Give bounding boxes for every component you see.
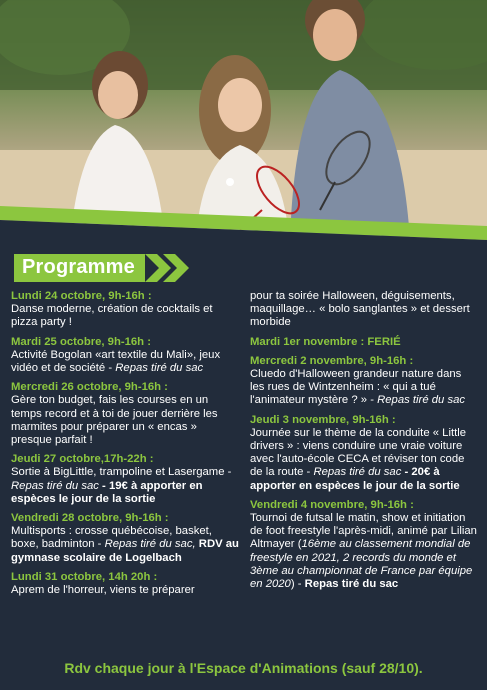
entry-vendredi-28 xyxy=(11,512,239,565)
entry-desc: Sortie à BigLittle, trampoline et Lasergame - Repas tiré du sac - 19€ à apporter en espèces le jour de la sortie xyxy=(11,466,232,505)
entry-desc: Journée sur le thème de la conduite « Little drivers » : viens conduire une vraie voiture avec l'auto-école CECA et réviser ton code de la route - Repas tiré du sac - 20€ à apporter en espèces le jour de la sortie xyxy=(250,426,467,492)
entry-desc: Cluedo d'Halloween grandeur nature dans les rues de Wintzenheim : « qui a tué l'animateur mystère ? » - Repas tiré du sac xyxy=(250,368,466,407)
chevrons-icon xyxy=(145,254,195,282)
entry-vendredi-4 xyxy=(250,499,478,591)
entry-day: Lundi 24 octobre, 9h-16h : xyxy=(11,290,152,302)
entry-mercredi-2 xyxy=(250,355,478,408)
entry-desc: Tournoi de futsal le matin, show et initiation de foot freestyle l'après-midi, animé par Lilian Altmayer (16ème au classement mondial de freestyle en 2021, 2 records du monde et 3ème au championnat de France par équipe en 2020) - Repas tiré du sac xyxy=(250,512,477,591)
entry-desc: Gère ton budget, fais les courses en un temps record et à toi de jouer derrière les marmites pour préparer un « encas » presque parfait ! xyxy=(11,394,218,447)
left-column xyxy=(11,290,239,603)
programme-title xyxy=(14,254,195,282)
programme-heading: Programme xyxy=(14,254,145,282)
entry-day: Vendredi 4 novembre, 9h-16h : xyxy=(250,498,414,511)
entry-mardi-1 xyxy=(250,336,478,349)
entry-day: Mardi 25 octobre, 9h-16h : xyxy=(11,335,151,348)
entry-jeudi-3 xyxy=(250,414,478,493)
entry-day: Mardi 1er novembre : FERIÉ xyxy=(250,335,401,348)
entry-lundi-31-continued xyxy=(250,290,478,330)
entry-lundi-31 xyxy=(11,571,239,597)
entry-day: Lundi 31 octobre, 14h 20h : xyxy=(11,570,158,583)
entry-mercredi-26 xyxy=(11,381,239,447)
right-column xyxy=(250,290,478,597)
entry-day: Jeudi 3 novembre, 9h-16h : xyxy=(250,413,396,426)
entry-lundi-24 xyxy=(11,290,239,330)
entry-jeudi-27 xyxy=(11,453,239,506)
entry-desc: Aprem de l'horreur, viens te préparer xyxy=(11,584,195,597)
entry-mardi-25 xyxy=(11,336,239,376)
rdv-footer: Rdv chaque jour à l'Espace d'Animations (sauf 28/10). xyxy=(64,660,423,676)
entry-desc: Danse moderne, création de cocktails et pizza party ! xyxy=(11,303,213,329)
entry-day: Jeudi 27 octobre,17h-22h : xyxy=(11,453,154,466)
entry-desc: Multisports : crosse québécoise, basket, boxe, badminton - Repas tiré du sac, RDV au gymnase scolaire de Logelbach xyxy=(11,525,239,564)
entry-desc: Activité Bogolan «art textile du Mali», jeux vidéo et de société - Repas tiré du sac xyxy=(11,348,221,375)
entry-day: Vendredi 28 octobre, 9h-16h : xyxy=(11,512,169,525)
entry-desc: pour ta soirée Halloween, déguisements, maquillage… « bolo sanglantes » et dessert morbide xyxy=(250,290,470,329)
entry-day: Mercredi 26 octobre, 9h-16h : xyxy=(11,381,168,394)
entry-day: Mercredi 2 novembre, 9h-16h : xyxy=(250,354,414,367)
